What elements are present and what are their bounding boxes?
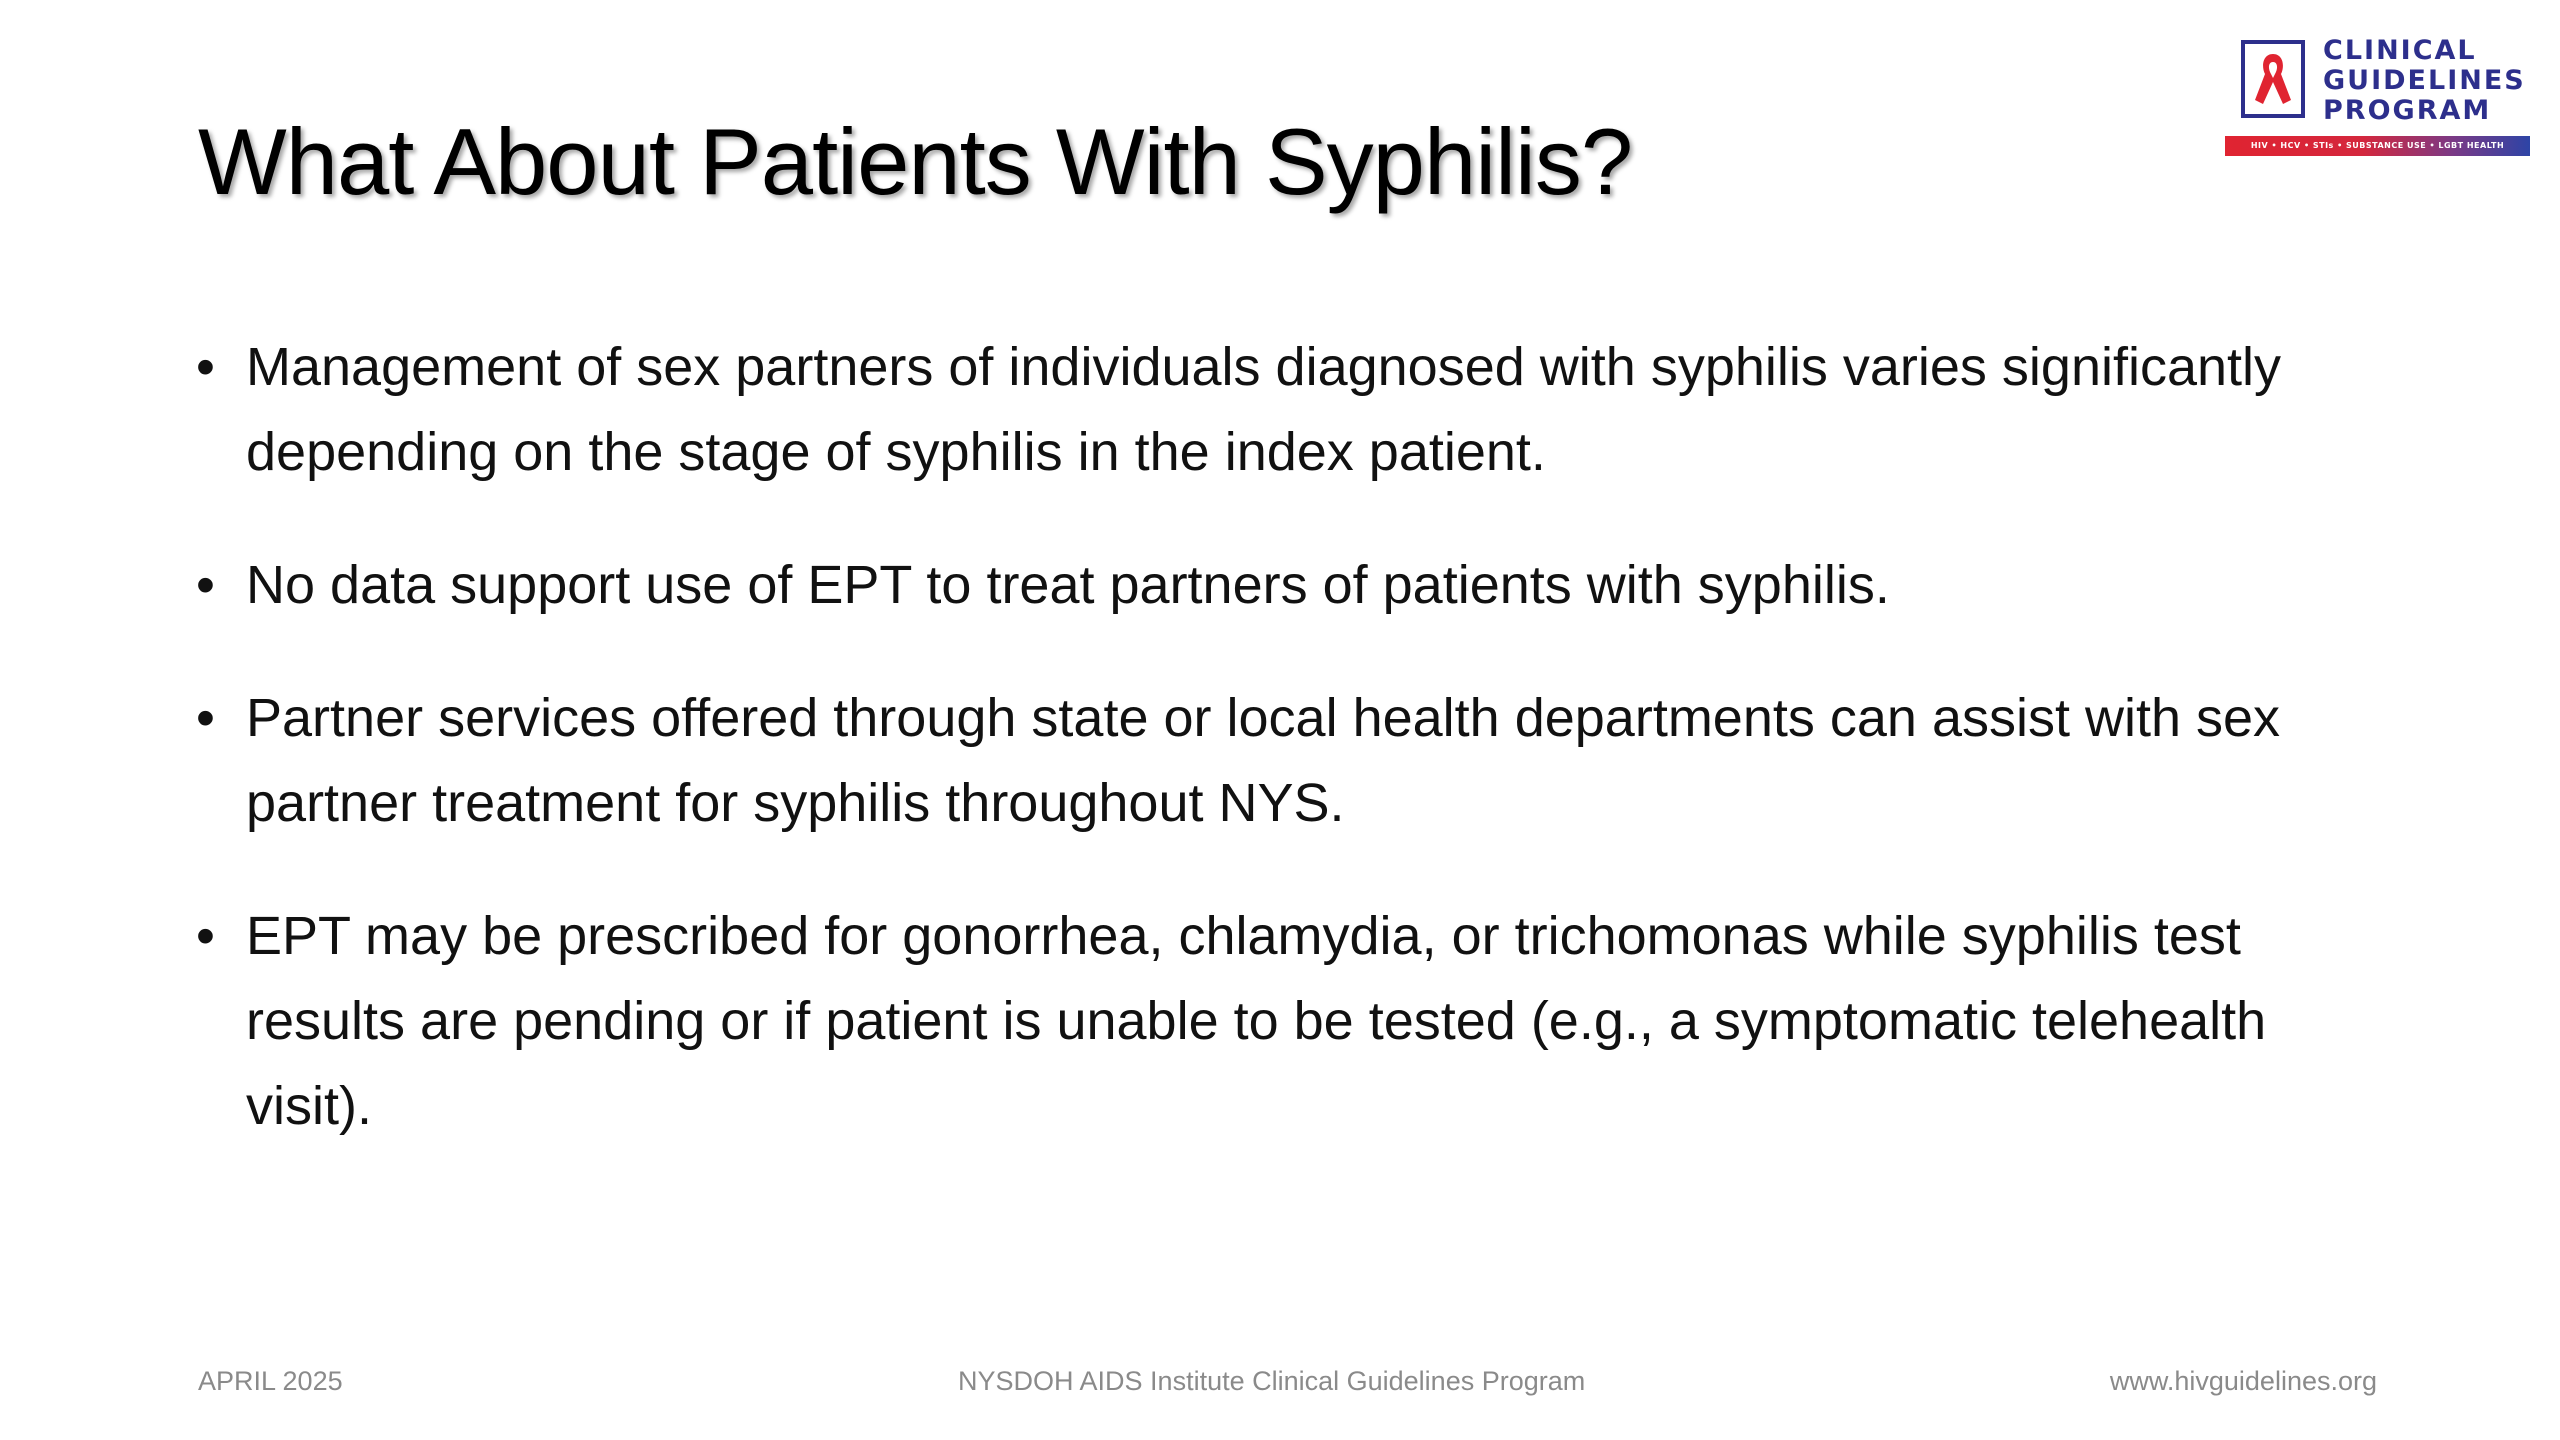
bullet-text: No data support use of EPT to treat partners of patients with syphilis. (246, 555, 1890, 615)
footer-program: NYSDOH AIDS Institute Clinical Guidelines Program (958, 1366, 1586, 1396)
bullet-text: EPT may be prescribed for gonorrhea, chlamydia, or trichomonas while syphilis test results are pending or if patient is unable to be tested (e.g., a symptomatic telehealth visit). (246, 906, 2267, 1136)
bullet-marker: • (196, 906, 215, 966)
red-ribbon-icon (2241, 40, 2305, 118)
bullet-marker: • (196, 337, 215, 397)
bullet-item (196, 676, 2396, 846)
footer-date: APRIL 2025 (198, 1366, 343, 1396)
logo-line-guidelines: GUIDELINES (2323, 65, 2526, 96)
bullet-marker: • (196, 555, 215, 615)
logo-wordmark (2323, 36, 2526, 126)
bullet-item (196, 894, 2396, 1149)
logo-line-program: PROGRAM (2323, 95, 2492, 126)
logo-topics-strip: HIV • HCV • STIs • SUBSTANCE USE • LGBT HEALTH (2225, 136, 2530, 156)
slide-title: What About Patients With Syphilis? (198, 109, 1633, 214)
footer-url: www.hivguidelines.org (2109, 1366, 2377, 1396)
bullet-list (196, 325, 2396, 1197)
bullet-text: Partner services offered through state or local health departments can assist with sex partner treatment for syphilis throughout NYS. (246, 688, 2281, 833)
logo-line-clinical: CLINICAL (2323, 35, 2477, 66)
bullet-item (196, 325, 2396, 495)
bullet-text: Management of sex partners of individuals diagnosed with syphilis varies significantly depending on the stage of syphilis in the index patient. (246, 337, 2282, 482)
bullet-item (196, 543, 2396, 628)
bullet-marker: • (196, 688, 215, 748)
clinical-guidelines-program-logo (2225, 36, 2530, 161)
